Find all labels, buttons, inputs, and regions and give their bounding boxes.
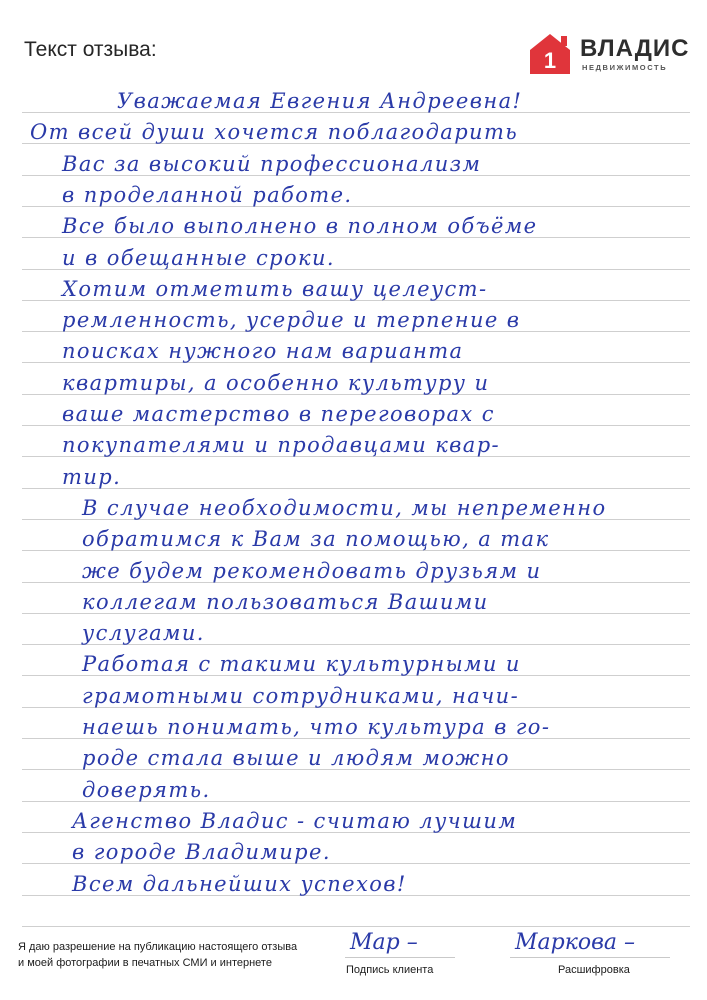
- review-line: в городе Владимире.: [72, 840, 331, 865]
- review-line: поисках нужного нам варианта: [62, 339, 464, 364]
- company-logo: [528, 32, 688, 78]
- signature-label: Подпись клиента: [346, 964, 434, 976]
- review-line: наешь понимать, что культура в го-: [82, 715, 551, 739]
- review-line: Хотим отметить вашу целеуст-: [62, 276, 488, 301]
- review-line: коллегам пользоваться Вашими: [82, 589, 489, 614]
- review-line: Все было выполнено в полном объёме: [62, 214, 538, 239]
- client-signature: Мар –: [350, 930, 418, 955]
- review-line: Вас за высокий профессионализм: [62, 151, 482, 176]
- review-line: квартиры, а особенно культуру и: [62, 370, 490, 395]
- review-line: От всей души хочется поблагодарить: [30, 120, 519, 145]
- decoding-line: [510, 957, 670, 958]
- review-line: Агенство Владис - считаю лучшим: [72, 808, 518, 833]
- consent-line-2: и моей фотографии в печатных СМИ и интернете: [18, 957, 272, 969]
- logo-subtitle: НЕДВИЖИМОСТЬ: [582, 63, 668, 72]
- decoding-label: Расшифровка: [558, 964, 630, 976]
- review-line: Всем дальнейших успехов!: [72, 871, 407, 896]
- logo-badge-digit: 1: [543, 48, 557, 73]
- client-name-decoding: Маркова –: [515, 930, 636, 955]
- review-line: ремленность, усердие и терпение в: [62, 308, 521, 333]
- review-line: В случае необходимости, мы непременно: [82, 495, 607, 520]
- signature-line: [345, 957, 455, 958]
- consent-line-1: Я даю разрешение на публикацию настоящего отзыва: [18, 941, 298, 953]
- review-line: Уважаемая Евгения Андреевна!: [117, 89, 523, 113]
- review-line: Работая с такими культурными и: [82, 652, 521, 677]
- review-line: обратимся к Вам за помощью, а так: [82, 527, 550, 552]
- review-line: и в обещанные сроки.: [62, 245, 335, 270]
- review-line: роде стала выше и людям можно: [82, 746, 510, 771]
- review-line: тир.: [62, 464, 122, 489]
- review-line: покупателями и продавцами квар-: [62, 433, 501, 458]
- publication-consent: [18, 939, 297, 971]
- review-line: в проделанной работе.: [62, 182, 353, 207]
- ruled-writing-area: [22, 78, 690, 910]
- review-line: доверять.: [82, 777, 211, 802]
- rule-line: [22, 926, 690, 927]
- review-line: грамотными сотрудниками, начи-: [82, 683, 520, 708]
- house-logo-icon: [528, 32, 572, 76]
- page-title: Текст отзыва:: [24, 38, 157, 61]
- review-line: же будем рекомендовать друзьям и: [82, 558, 542, 583]
- logo-name: ВЛАДИС: [580, 35, 690, 62]
- review-line: ваше мастерство в переговорах с: [62, 402, 495, 426]
- review-line: услугами.: [82, 621, 205, 646]
- rule-line: [22, 488, 690, 489]
